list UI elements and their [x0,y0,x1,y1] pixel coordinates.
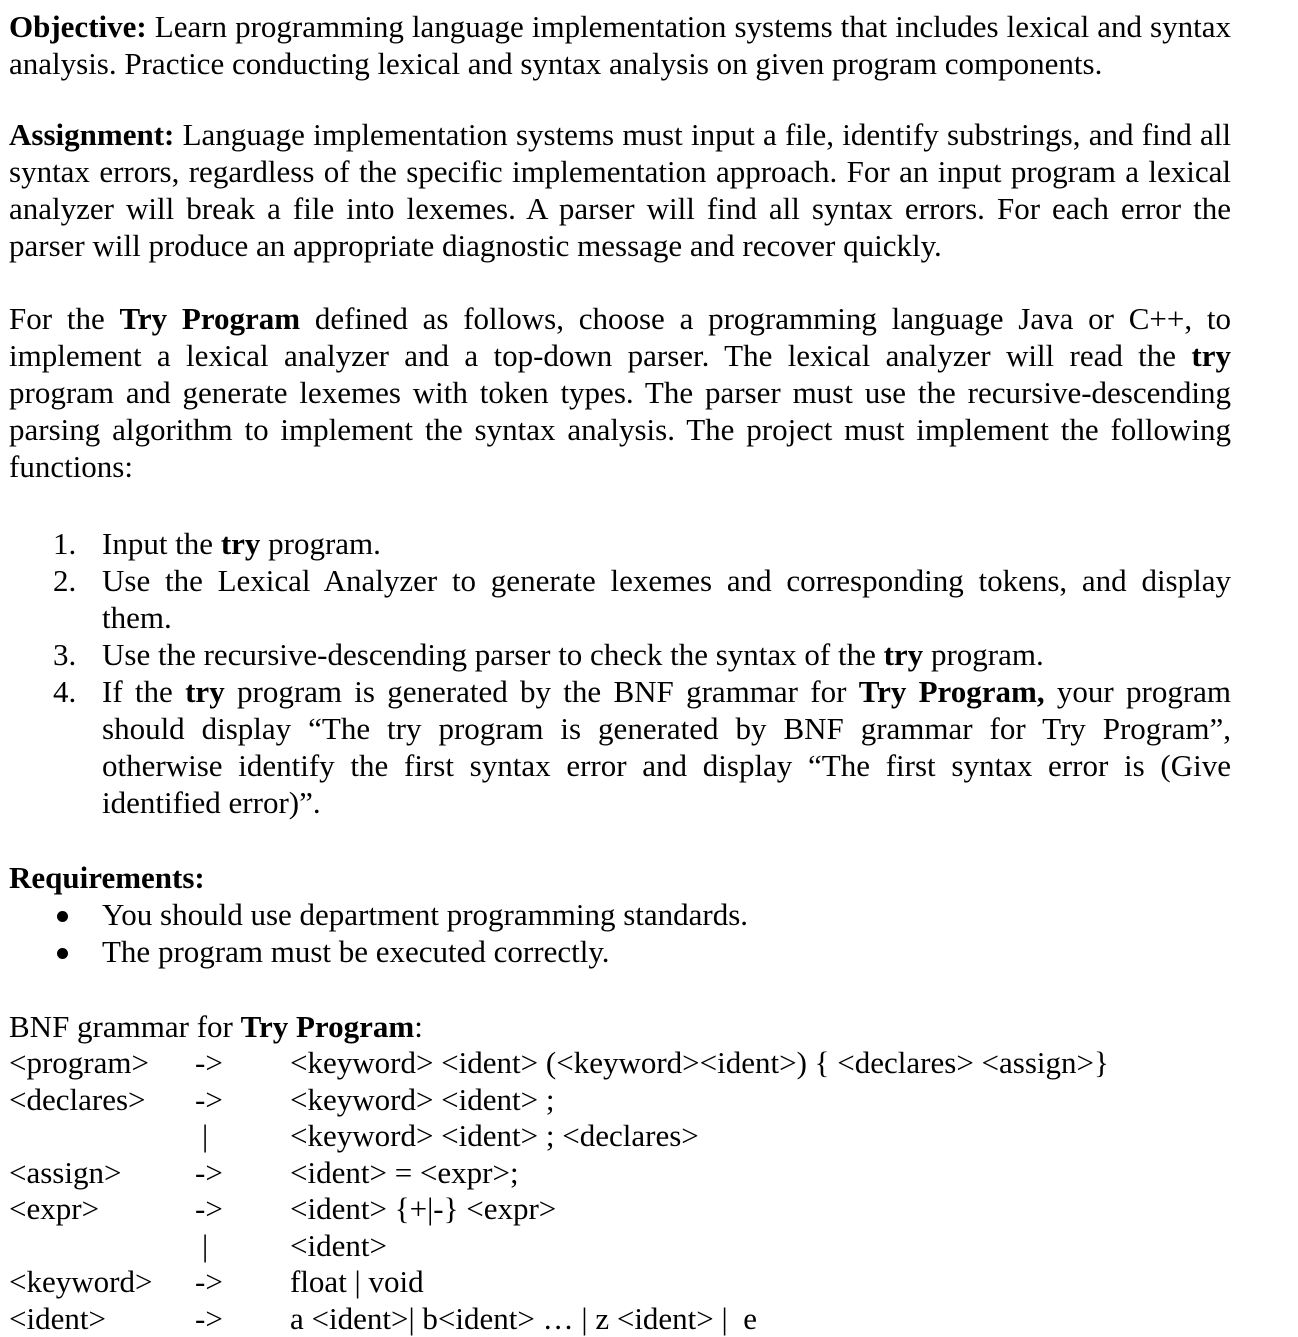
grammar-rule [9,1118,1231,1155]
rule-lhs: <program> [9,1045,149,1081]
list-item [9,562,1231,636]
rule-arrow: -> [195,1301,223,1337]
rule-rhs: a <ident>| b<ident> … | z <ident> | e [290,1301,757,1337]
rule-rhs: <ident> [290,1228,387,1264]
list-item [9,933,1231,970]
list-number: 2. [53,562,76,599]
list-item-text: program. [923,637,1044,672]
rule-lhs: <declares> [9,1082,146,1118]
list-item-bold: Try Program, [859,674,1045,709]
rule-rhs: <keyword> <ident> (<keyword><ident>) { <declares> <assign>} [290,1045,1109,1081]
intro-text-1: For the [9,301,119,336]
rule-alternative: | [202,1118,208,1154]
rule-arrow: -> [195,1082,223,1118]
rule-lhs: <ident> [9,1301,106,1337]
grammar-rule [9,1155,1231,1192]
grammar-rule [9,1264,1231,1301]
bnf-grammar [9,1045,1231,1337]
rule-arrow: -> [195,1191,223,1227]
list-number: 4. [53,673,76,710]
list-item-text: your program should display “The try program is generated by BNF grammar for Try Program”, otherwise identify the first syntax error and display “The first syntax error is (Give identified error)”. [102,674,1231,820]
rule-rhs: <ident> = <expr>; [290,1155,519,1191]
rule-rhs: <keyword> <ident> ; <declares> [290,1118,699,1154]
bullet-icon [57,948,68,959]
list-number: 1. [53,525,76,562]
list-item-text: program. [260,526,381,561]
grammar-title-bold: Try Program [241,1009,415,1044]
assignment-text: Language implementation systems must input a file, identify substrings, and find all syntax errors, regardless of the specific implementation approach. For an input program a lexical analyzer will break a file into lexemes. A parser will find all syntax errors. For each error the parser will produce an appropriate diagnostic message and recover quickly. [9,117,1231,263]
objective-text: Learn programming language implementation systems that includes lexical and syntax analysis. Practice conducting lexical and syntax analysis on given program components. [9,9,1231,81]
grammar-heading [9,1008,1231,1045]
list-item [9,525,1231,562]
rule-rhs: float | void [290,1264,424,1300]
bullet-icon [57,911,68,922]
intro-text-3: program and generate lexemes with token types. The parser must use the recursive-descending parsing algorithm to implement the syntax analysis. The project must implement the following functions: [9,375,1231,484]
intro-bold-try-program: Try Program [119,301,300,336]
list-item-text: Use the recursive-descending parser to check the syntax of the [102,637,884,672]
intro-bold-try: try [1191,338,1231,373]
rule-lhs: <expr> [9,1191,99,1227]
list-item-bold: try [221,526,261,561]
list-item [9,636,1231,673]
list-item-text: program is generated by the BNF grammar for [225,674,859,709]
grammar-title-text: BNF grammar for [9,1009,241,1044]
list-item-text: You should use department programming standards. [102,897,748,932]
intro-paragraph [9,300,1231,485]
list-item-text: If the [102,674,185,709]
list-item [9,673,1231,821]
intro-text-2: defined as follows, choose a programming language Java or C++, to implement a lexical analyzer and a top-down parser. The lexical analyzer will read the [9,301,1231,373]
grammar-rule [9,1082,1231,1119]
rule-arrow: -> [195,1045,223,1081]
grammar-rule [9,1228,1231,1265]
list-item-text: Use the Lexical Analyzer to generate lexemes and corresponding tokens, and display them. [102,563,1231,635]
grammar-rule [9,1191,1231,1228]
function-list [9,525,1231,821]
requirements-title: Requirements: [9,860,205,895]
list-item-bold: try [884,637,924,672]
rule-lhs: <keyword> [9,1264,152,1300]
rule-rhs: <keyword> <ident> ; [290,1082,555,1118]
rule-alternative: | [202,1228,208,1264]
list-item-text: The program must be executed correctly. [102,934,610,969]
list-item-bold: try [185,674,225,709]
rule-rhs: <ident> {+|-} <expr> [290,1191,556,1227]
assignment-document [9,8,1231,1337]
rule-lhs: <assign> [9,1155,121,1191]
rule-arrow: -> [195,1155,223,1191]
grammar-rule [9,1045,1231,1082]
list-number: 3. [53,636,76,673]
grammar-title-colon: : [414,1009,423,1044]
objective-paragraph [9,8,1231,82]
list-item [9,896,1231,933]
requirements-heading [9,859,1231,896]
assignment-label: Assignment: [9,117,174,152]
assignment-paragraph [9,116,1231,264]
objective-label: Objective: [9,9,147,44]
list-item-text: Input the [102,526,221,561]
requirements-list [9,896,1231,970]
rule-arrow: -> [195,1264,223,1300]
